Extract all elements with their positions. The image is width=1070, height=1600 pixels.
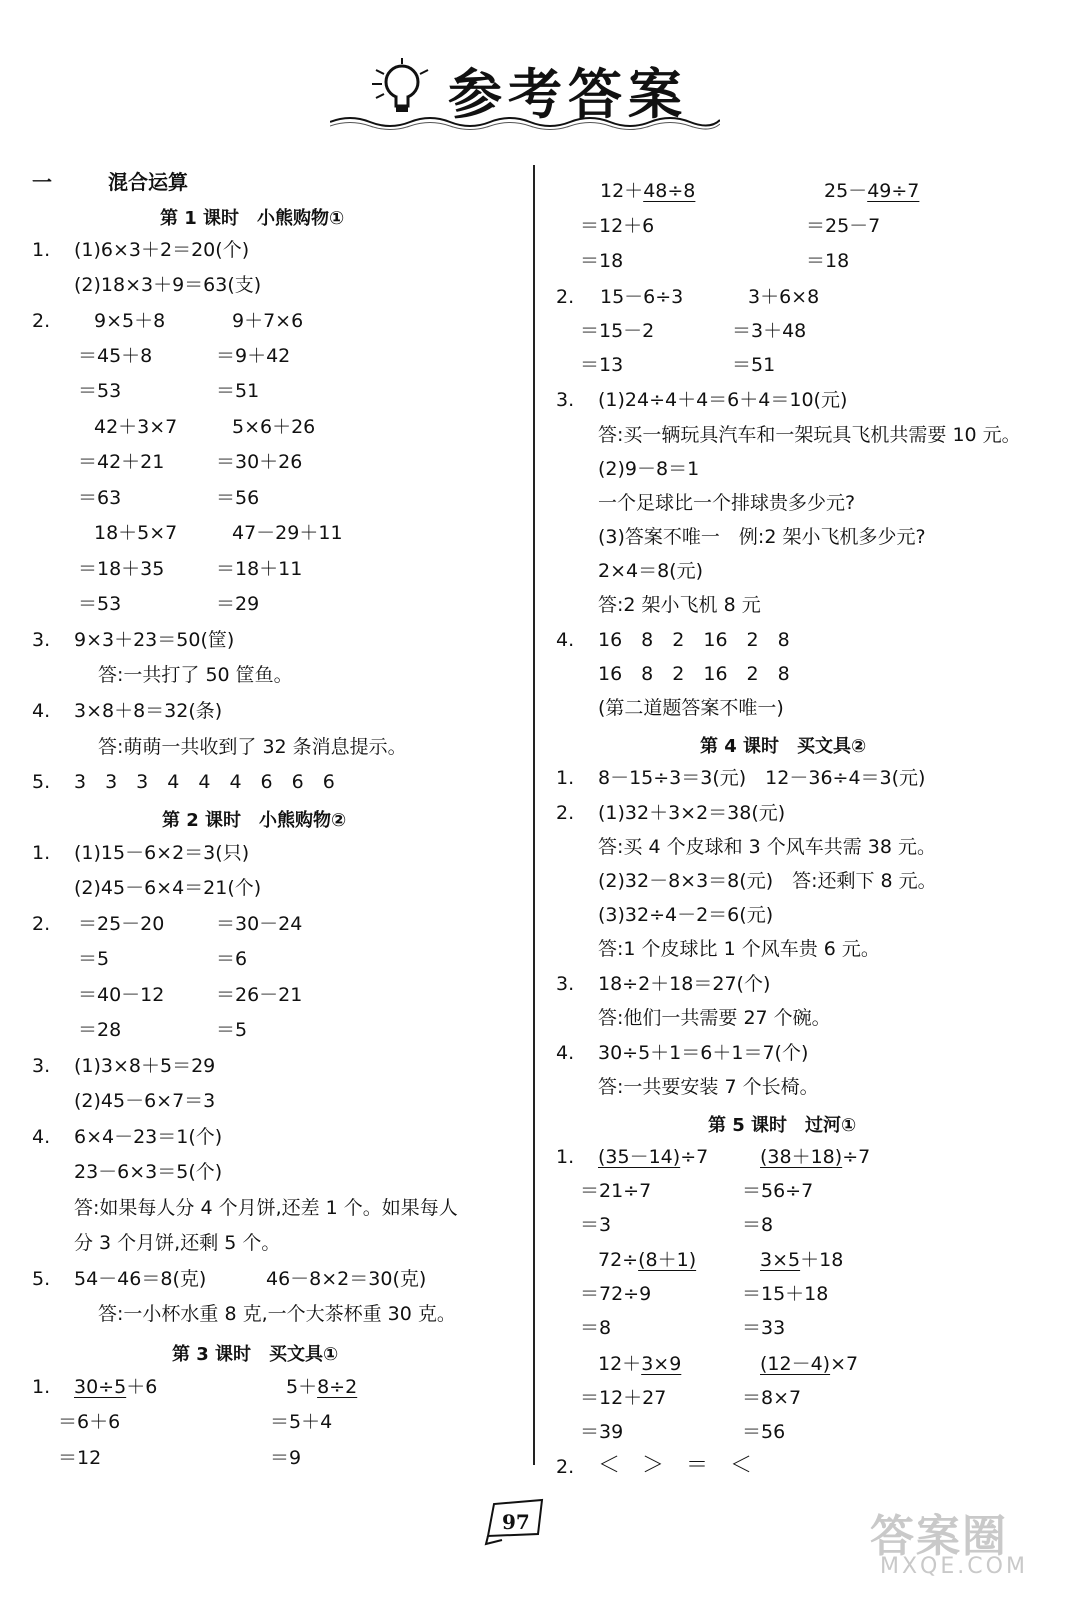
underlined-step: (38＋18): [760, 1146, 843, 1168]
calc-line: [598, 1249, 696, 1271]
question-number: 2.: [32, 913, 51, 935]
underlined-step: 3×9: [641, 1353, 682, 1375]
answer-line: 答:一小杯水重 8 克,一个大茶杯重 30 克。: [98, 1303, 456, 1325]
answer-line: (2)9－8＝1: [598, 458, 700, 480]
question-number: 3.: [32, 1055, 51, 1077]
answer-line: 答:买一辆玩具汽车和一架玩具飞机共需要 10 元。: [598, 424, 1021, 446]
calc-line: ＝12＋6: [580, 215, 655, 237]
calc-line: ＝12: [58, 1447, 102, 1469]
watermark-logo: 答案圈: [870, 1511, 1008, 1562]
calc-line: ＝51: [732, 354, 776, 376]
underlined-step: 30÷5: [74, 1376, 127, 1398]
calc-line: ＝40－12: [78, 984, 165, 1006]
question-number: 4.: [556, 1042, 575, 1064]
calc-line: ＝18＋35: [78, 558, 165, 580]
question-number: 1.: [556, 767, 575, 789]
answer-line: 答:2 架小飞机 8 元: [598, 594, 761, 616]
calc-line: ＝15＋18: [742, 1283, 829, 1305]
underlined-step: (12－4): [760, 1353, 831, 1375]
question-number: 1.: [32, 239, 51, 261]
answer-line: (1)32＋3×2＝38(元): [598, 802, 786, 824]
calc-line: [760, 1353, 858, 1375]
calc-line: ＝25－7: [806, 215, 881, 237]
answer-line: 答:一共打了 50 筐鱼。: [98, 664, 293, 686]
underlined-step: (35－14): [598, 1146, 681, 1168]
calc-line: 3＋6×8: [748, 286, 820, 308]
answer-line: 3×8＋8＝32(条): [74, 700, 223, 722]
question-number: 1.: [32, 1376, 51, 1398]
calc-line: ＝12＋27: [580, 1387, 667, 1409]
column-divider: [533, 165, 535, 1465]
calc-tail: ＋18: [800, 1249, 844, 1271]
calc-line: ＝45＋8: [78, 345, 153, 367]
answer-line: 46－8×2＝30(克): [266, 1268, 427, 1290]
answer-line: (3)32÷4－2＝6(元): [598, 904, 774, 926]
calc-line: ＝28: [78, 1019, 122, 1041]
question-number: 4.: [32, 700, 51, 722]
calc-line: [600, 180, 695, 202]
answer-line: 54－46＝8(克): [74, 1268, 207, 1290]
calc-line: ＝56: [216, 487, 260, 509]
calc-line: ＝29: [216, 593, 260, 615]
calc-line: ＝6: [216, 948, 248, 970]
calc-line: 5×6＋26: [232, 416, 316, 438]
lesson-heading-3: 第 3 课时 买文具①: [172, 1344, 339, 1365]
answer-line: 答:他们一共需要 27 个碗。: [598, 1007, 831, 1029]
question-number: 3.: [556, 389, 575, 411]
calc-line: ＝56÷7: [742, 1180, 814, 1202]
underlined-step: 49÷7: [867, 180, 920, 202]
calc-line: ＝25－20: [78, 913, 165, 935]
answer-line: 23－6×3＝5(个): [74, 1161, 223, 1183]
answer-line: (1)24÷4＋4＝6＋4＝10(元): [598, 389, 848, 411]
calc-line: ＝18: [806, 250, 850, 272]
calc-line: 9×5＋8: [94, 310, 166, 332]
calc-tail: ÷7: [842, 1146, 871, 1168]
calc-line: ＝42＋21: [78, 451, 165, 473]
answer-line: 2×4＝8(元): [598, 560, 704, 582]
answer-line: (第二道题答案不唯一): [598, 697, 784, 719]
underlined-step: (8＋1): [638, 1249, 697, 1271]
answer-line: 18÷2＋18＝27(个): [598, 973, 771, 995]
question-number: 4.: [556, 629, 575, 651]
calc-line: ＝5＋4: [270, 1411, 333, 1433]
calc-line: ＝51: [216, 380, 260, 402]
calc-line: 18＋5×7: [94, 522, 178, 544]
calc-line: ＝53: [78, 593, 122, 615]
section-number: 一: [32, 170, 52, 194]
calc-line: ＝9＋42: [216, 345, 291, 367]
answer-line: 3 3 3 4 4 4 6 6 6: [74, 771, 335, 793]
answer-line: (3)答案不唯一 例:2 架小飞机多少元?: [598, 526, 926, 548]
calc-line: 9＋7×6: [232, 310, 304, 332]
question-number: 5.: [32, 1268, 51, 1290]
underlined-step: 8÷2: [317, 1376, 358, 1398]
question-number: 1.: [32, 842, 51, 864]
answer-line: 答:一共要安装 7 个长椅。: [598, 1076, 819, 1098]
lesson-heading-4: 第 4 课时 买文具②: [700, 736, 867, 757]
calc-line: ＝72÷9: [580, 1283, 652, 1305]
calc-head: 5＋: [286, 1376, 318, 1398]
question-number: 1.: [556, 1146, 575, 1168]
underlined-step: 3×5: [760, 1249, 801, 1271]
calc-line: [286, 1376, 357, 1398]
question-number: 3.: [32, 629, 51, 651]
answer-line: 答:如果每人分 4 个月饼,还差 1 个。如果每人: [74, 1197, 458, 1219]
calc-line: ＝3＋48: [732, 320, 807, 342]
answer-line: 8－15÷3＝3(元) 12－36÷4＝3(元): [598, 767, 926, 789]
calc-line: ＝33: [742, 1317, 786, 1339]
lesson-heading-5: 第 5 课时 过河①: [708, 1115, 857, 1136]
calc-line: ＝18＋11: [216, 558, 303, 580]
answer-line: 9×3＋23＝50(筐): [74, 629, 235, 651]
answer-line: (2)18×3＋9＝63(支): [74, 274, 262, 296]
calc-line: ＝8: [742, 1214, 774, 1236]
calc-head: 12＋: [600, 180, 644, 202]
calc-tail: ＋6: [126, 1376, 158, 1398]
calc-line: [598, 1146, 708, 1168]
answer-line: 6×4－23＝1(个): [74, 1126, 223, 1148]
calc-line: ＝30－24: [216, 913, 303, 935]
question-number: 2.: [556, 1456, 575, 1478]
answer-line: (1)15－6×2＝3(只): [74, 842, 250, 864]
calc-line: ＝21÷7: [580, 1180, 652, 1202]
calc-line: 15－6÷3: [600, 286, 684, 308]
watermark-url: MXQE.COM: [880, 1554, 1028, 1579]
answer-line: (2)45－6×7＝3: [74, 1090, 216, 1112]
calc-line: ＝56: [742, 1421, 786, 1443]
page-header: [0, 0, 1070, 150]
calc-line: 42＋3×7: [94, 416, 178, 438]
answer-line: 答:1 个皮球比 1 个风车贵 6 元。: [598, 938, 880, 960]
title-underline-wave: [330, 110, 720, 130]
question-number: 5.: [32, 771, 51, 793]
answer-line: 答:买 4 个皮球和 3 个风车共需 38 元。: [598, 836, 936, 858]
calc-line: ＝26－21: [216, 984, 303, 1006]
calc-line: ＝6＋6: [58, 1411, 121, 1433]
calc-line: ＝8: [580, 1317, 612, 1339]
answer-line: 分 3 个月饼,还剩 5 个。: [74, 1232, 281, 1254]
answer-line: (1)6×3＋2＝20(个): [74, 239, 250, 261]
calc-tail: ÷7: [680, 1146, 709, 1168]
calc-head: 72÷: [598, 1249, 639, 1271]
answer-line: 答:萌萌一共收到了 32 条消息提示。: [98, 736, 407, 758]
answer-line: 30÷5＋1＝6＋1＝7(个): [598, 1042, 809, 1064]
question-number: 4.: [32, 1126, 51, 1148]
calc-line: [760, 1249, 843, 1271]
answer-line: 16 8 2 16 2 8: [598, 663, 790, 685]
calc-line: ＝30＋26: [216, 451, 303, 473]
calc-line: 47－29＋11: [232, 522, 343, 544]
question-number: 2.: [556, 286, 575, 308]
answer-line: (2)32－8×3＝8(元) 答:还剩下 8 元。: [598, 870, 937, 892]
calc-line: ＝8×7: [742, 1387, 802, 1409]
question-number: 2.: [556, 802, 575, 824]
calc-line: ＝3: [580, 1214, 612, 1236]
answer-line: (2)45－6×4＝21(个): [74, 877, 262, 899]
calc-line: ＝39: [580, 1421, 624, 1443]
lesson-heading-2: 第 2 课时 小熊购物②: [162, 810, 347, 831]
section-title: 混合运算: [108, 170, 188, 194]
calc-line: [598, 1353, 681, 1375]
lesson-heading-1: 第 1 课时 小熊购物①: [160, 208, 345, 229]
calc-head: 12＋: [598, 1353, 642, 1375]
calc-tail: ×7: [830, 1353, 859, 1375]
calc-line: ＝63: [78, 487, 122, 509]
answer-line: (1)3×8＋5＝29: [74, 1055, 216, 1077]
calc-line: ＝13: [580, 354, 624, 376]
question-number: 3.: [556, 973, 575, 995]
calc-line: ＝15－2: [580, 320, 655, 342]
question-number: 2.: [32, 310, 51, 332]
calc-line: ＝9: [270, 1447, 302, 1469]
calc-line: ＝53: [78, 380, 122, 402]
calc-line: ＝5: [216, 1019, 248, 1041]
calc-line: ＝18: [580, 250, 624, 272]
answer-line: ＜ ＞ ＝ ＜: [598, 1453, 753, 1478]
calc-line: [760, 1146, 870, 1168]
underlined-step: 48÷8: [643, 180, 696, 202]
page-title: 参考答案: [448, 63, 688, 126]
answer-line: 16 8 2 16 2 8: [598, 629, 790, 651]
calc-line: [824, 180, 919, 202]
answer-line: 一个足球比一个排球贵多少元?: [598, 492, 856, 514]
calc-line: ＝5: [78, 948, 110, 970]
calc-line: [74, 1376, 157, 1398]
page-number: 97: [502, 1510, 530, 1534]
calc-head: 25－: [824, 180, 868, 202]
